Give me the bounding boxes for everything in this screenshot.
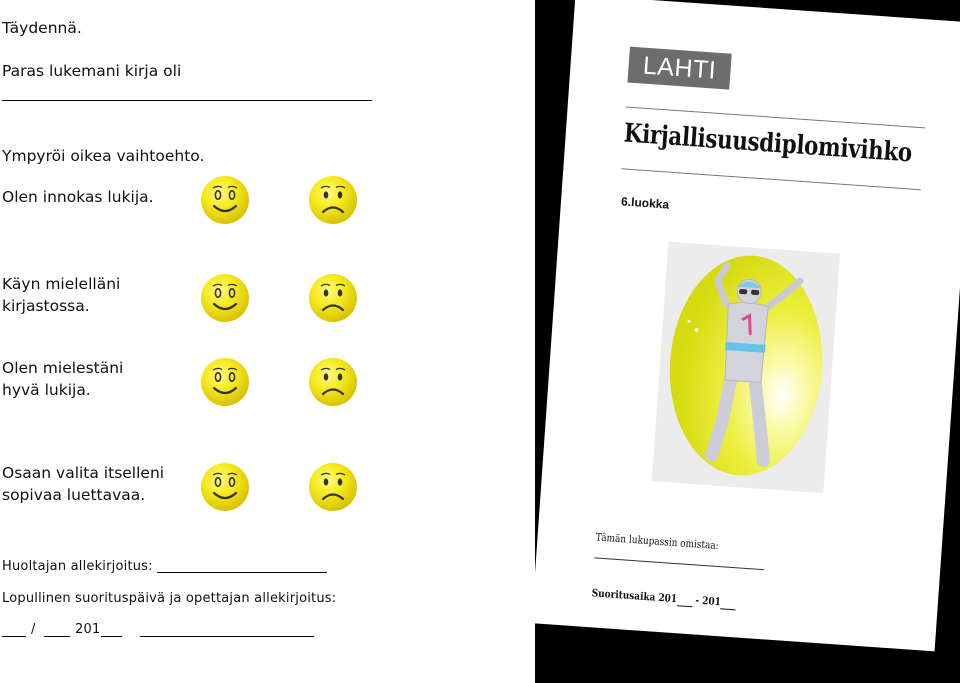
fill-in-instruction: Täydennä. [2, 19, 82, 37]
guardian-signature-line[interactable] [157, 572, 327, 573]
date-year-line[interactable] [101, 636, 122, 637]
circle-instruction: Ympyröi oikea vaihtoehto. [2, 147, 205, 165]
teacher-signature-line[interactable] [140, 636, 314, 637]
final-date-signature-label: Lopullinen suorituspäivä ja opettajan allekirjoitus: [2, 591, 337, 606]
date-month-line[interactable] [44, 636, 70, 637]
happy-face-icon[interactable] [200, 357, 250, 407]
cover-rule [621, 168, 920, 190]
lahti-logo: LAHTI [627, 47, 731, 90]
dancer-illustration-icon [652, 242, 840, 493]
sad-face-icon[interactable] [308, 357, 358, 407]
statement-3-line-2: hyvä lukija. [2, 381, 91, 399]
date-slash: / [31, 622, 36, 637]
statement-1-line-1: Olen innokas lukija. [2, 188, 154, 206]
statement-2-line-2: kirjastossa. [2, 297, 90, 315]
best-book-answer-line[interactable] [2, 100, 372, 101]
guardian-signature-label: Huoltajan allekirjoitus: [2, 559, 153, 574]
date-year-prefix: 201 [75, 622, 101, 637]
happy-face-icon[interactable] [200, 462, 250, 512]
completion-time-separator: - 201 [691, 594, 722, 609]
owner-name-line[interactable] [594, 557, 764, 570]
cover-title: Kirjallisuusdiplomivihko [622, 118, 913, 169]
start-year-line[interactable] [677, 593, 693, 607]
happy-face-icon[interactable] [200, 175, 250, 225]
completion-time [591, 587, 736, 610]
cover-grade: 6.luokka [620, 194, 670, 212]
booklet-cover [532, 0, 960, 651]
statement-2-line-1: Käyn mielelläni [2, 275, 121, 293]
owner-label: Tämän lukupassin omistaa: [595, 531, 720, 552]
statement-3-line-1: Olen mielestäni [2, 359, 124, 377]
cover-panel [535, 0, 960, 683]
best-book-prompt: Paras lukemani kirja oli [2, 62, 182, 80]
date-day-line[interactable] [2, 636, 26, 637]
cover-illustration [652, 242, 840, 493]
statement-4-line-2: sopivaa luettavaa. [2, 486, 146, 504]
happy-face-icon[interactable] [200, 273, 250, 323]
sad-face-icon[interactable] [308, 462, 358, 512]
end-year-line[interactable] [720, 596, 736, 610]
statement-4-line-1: Osaan valita itselleni [2, 464, 165, 482]
completion-time-prefix: Suoritusaika 201 [591, 587, 678, 606]
sad-face-icon[interactable] [308, 273, 358, 323]
sad-face-icon[interactable] [308, 175, 358, 225]
